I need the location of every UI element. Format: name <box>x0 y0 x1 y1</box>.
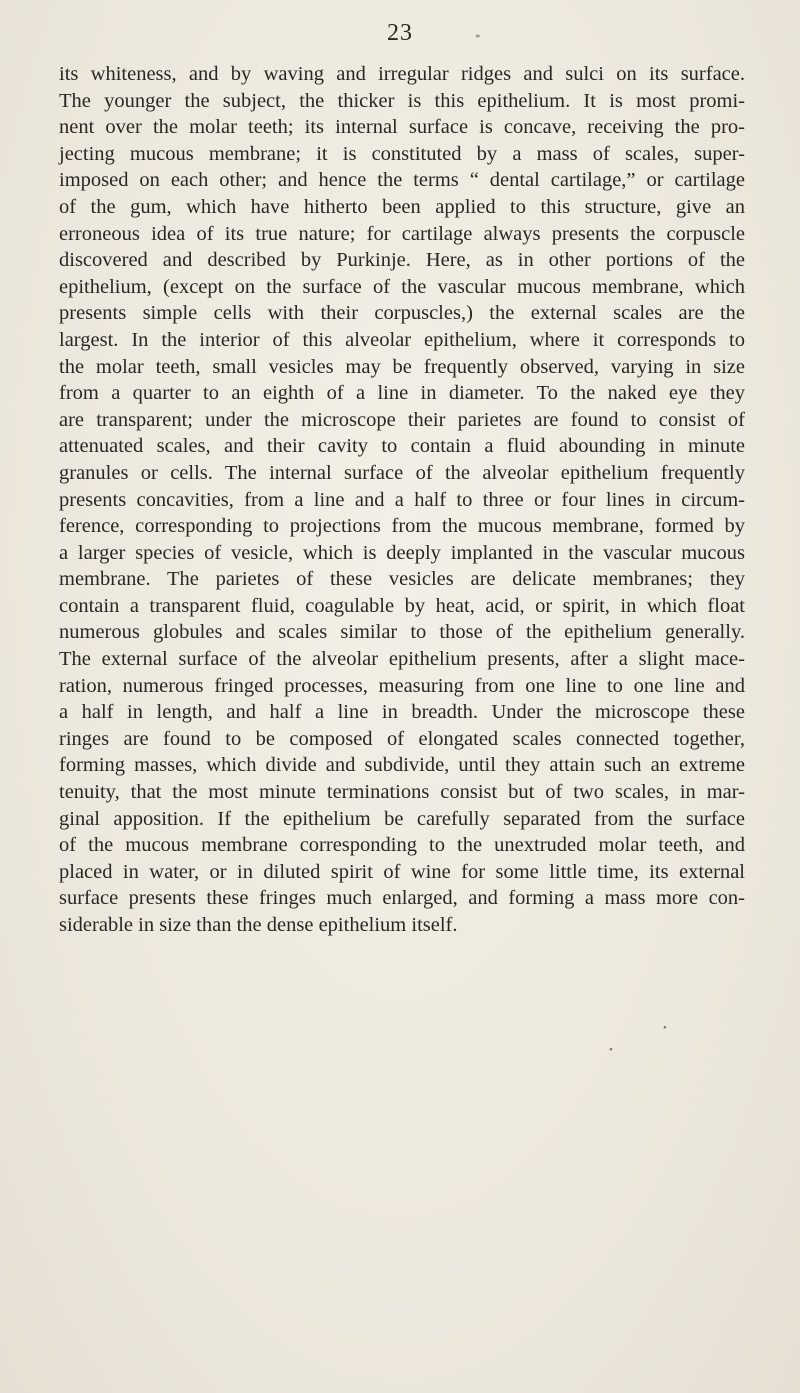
text-line: forming masses, which divide and subdivide, until they attain such an extreme <box>59 754 745 777</box>
text-line: discovered and described by Purkinje. Here, as in other portions of the <box>59 249 745 272</box>
text-line: jecting mucous membrane; it is constituted by a mass of scales, super- <box>59 142 745 165</box>
text-line: are transparent; under the microscope their parietes are found to consist of <box>59 408 745 431</box>
text-line: contain a transparent fluid, coagulable by heat, acid, or spirit, in which float <box>59 594 745 617</box>
print-speck: * <box>475 32 481 44</box>
text-line: ration, numerous fringed processes, measuring from one line to one line and <box>59 674 745 697</box>
text-line: The younger the subject, the thicker is this epithelium. It is most promi- <box>59 89 745 112</box>
text-line: tenuity, that the most minute terminations consist but of two scales, in mar- <box>59 781 745 804</box>
print-speck: • <box>663 1022 667 1034</box>
text-line: ginal apposition. If the epithelium be carefully separated from the surface <box>59 807 745 830</box>
text-line: ringes are found to be composed of elongated scales connected together, <box>59 727 745 750</box>
text-line: numerous globules and scales similar to those of the epithelium generally. <box>59 621 745 644</box>
text-line: the molar teeth, small vesicles may be frequently observed, varying in size <box>59 355 745 378</box>
print-speck: • <box>609 1044 613 1056</box>
page-number: 23 <box>387 20 413 46</box>
text-line: nent over the molar teeth; its internal surface is concave, receiving the pro- <box>59 116 745 139</box>
text-line: imposed on each other; and hence the terms “ dental cartilage,” or cartilage <box>59 169 745 192</box>
text-line: its whiteness, and by waving and irregular ridges and sulci on its surface. <box>59 63 745 85</box>
text-line: granules or cells. The internal surface of the alveolar epithelium frequently <box>59 461 745 484</box>
text-line: a half in length, and half a line in breadth. Under the microscope these <box>59 701 745 724</box>
text-line: of the mucous membrane corresponding to the unextruded molar teeth, and <box>59 834 745 857</box>
text-line: a larger species of vesicle, which is deeply implanted in the vascular mucous <box>59 541 745 564</box>
text-line: surface presents these fringes much enlarged, and forming a mass more con- <box>59 887 745 910</box>
text-line: erroneous idea of its true nature; for cartilage always presents the corpuscle <box>59 222 745 245</box>
text-line: ference, corresponding to projections from the mucous membrane, formed by <box>59 515 745 538</box>
text-line: attenuated scales, and their cavity to contain a fluid abounding in minute <box>59 435 745 458</box>
text-line: presents concavities, from a line and a half to three or four lines in circum- <box>59 488 745 511</box>
body-text <box>59 61 745 939</box>
text-line: membrane. The parietes of these vesicles are delicate membranes; they <box>59 568 745 591</box>
text-line: siderable in size than the dense epithelium itself. <box>59 914 458 936</box>
text-line: largest. In the interior of this alveolar epithelium, where it corresponds to <box>59 328 745 351</box>
text-line: The external surface of the alveolar epithelium presents, after a slight mace- <box>59 648 745 671</box>
text-line: from a quarter to an eighth of a line in diameter. To the naked eye they <box>59 382 745 405</box>
text-line: of the gum, which have hitherto been applied to this structure, give an <box>59 195 745 218</box>
text-line: placed in water, or in diluted spirit of wine for some little time, its external <box>59 860 745 883</box>
text-line: presents simple cells with their corpuscles,) the external scales are the <box>59 302 745 325</box>
text-line: epithelium, (except on the surface of the vascular mucous membrane, which <box>59 275 745 298</box>
